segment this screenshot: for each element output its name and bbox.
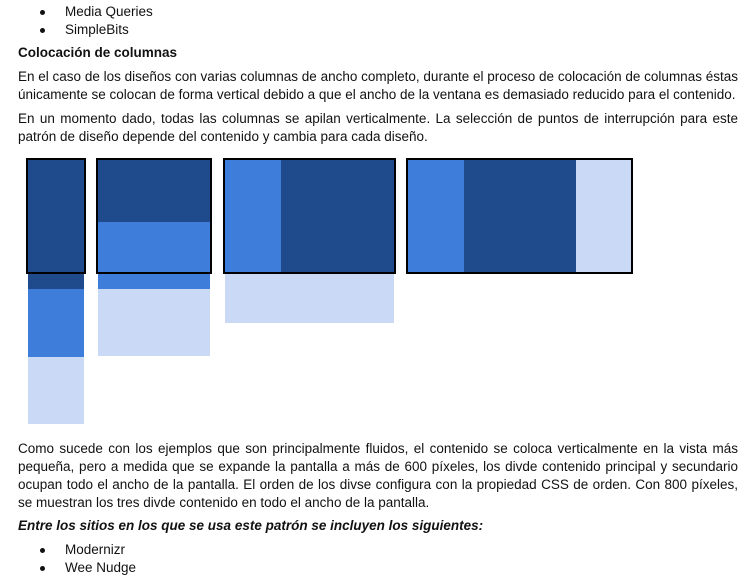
tertiary-block xyxy=(28,357,84,424)
bullet-icon xyxy=(40,566,45,571)
list-item: SimpleBits xyxy=(40,21,153,39)
list-item: Media Queries xyxy=(40,3,153,21)
layout-small xyxy=(97,159,211,356)
paragraph-fluid: Como sucede con los ejemplos que son principalmente fluidos, el contenido se coloca verticalmente en la vista más pequeña, pero a medida que se expande la pantalla a más de 600 píxeles, los divde contenido principal y secundario ocupan todo el ancho de la pantalla. El orden de los divse configura con la propiedad CSS de orden. Con 800 píxeles, se muestran los tres divde contenido en todo el ancho de la pantalla. xyxy=(18,441,738,510)
tertiary-block xyxy=(98,289,210,356)
sites-intro: Entre los sitios en los que se usa este patrón se incluyen los siguientes: xyxy=(18,518,484,533)
bottom-bullet-list xyxy=(40,541,136,577)
secondary-block xyxy=(408,160,464,273)
tertiary-block xyxy=(225,273,394,323)
primary-block xyxy=(28,160,84,289)
layout-mobile xyxy=(27,159,85,424)
primary-block xyxy=(281,160,394,273)
paragraph-intro: En el caso de los diseños con varias columnas de ancho completo, durante el proceso de colocación de columnas éstas únicamente se colocan de forma vertical debido a que el ancho de la ventana es demasiado reducido para el contenido. xyxy=(18,69,738,102)
paragraph-stacking: En un momento dado, todas las columnas se apilan verticalmente. La selección de puntos de interrupción para este patrón de diseño depende del contenido y cambia para cada diseño. xyxy=(18,111,738,144)
secondary-block xyxy=(225,160,281,273)
tertiary-block xyxy=(576,160,631,273)
secondary-block xyxy=(98,222,210,289)
layout-large xyxy=(407,159,632,273)
secondary-block xyxy=(28,289,84,357)
layout-medium xyxy=(224,159,395,323)
primary-block xyxy=(464,160,576,273)
list-item: Wee Nudge xyxy=(40,559,136,577)
section-heading: Colocación de columnas xyxy=(18,45,178,60)
list-item: Modernizr xyxy=(40,541,136,559)
bullet-icon xyxy=(40,548,45,553)
primary-block xyxy=(98,160,210,222)
